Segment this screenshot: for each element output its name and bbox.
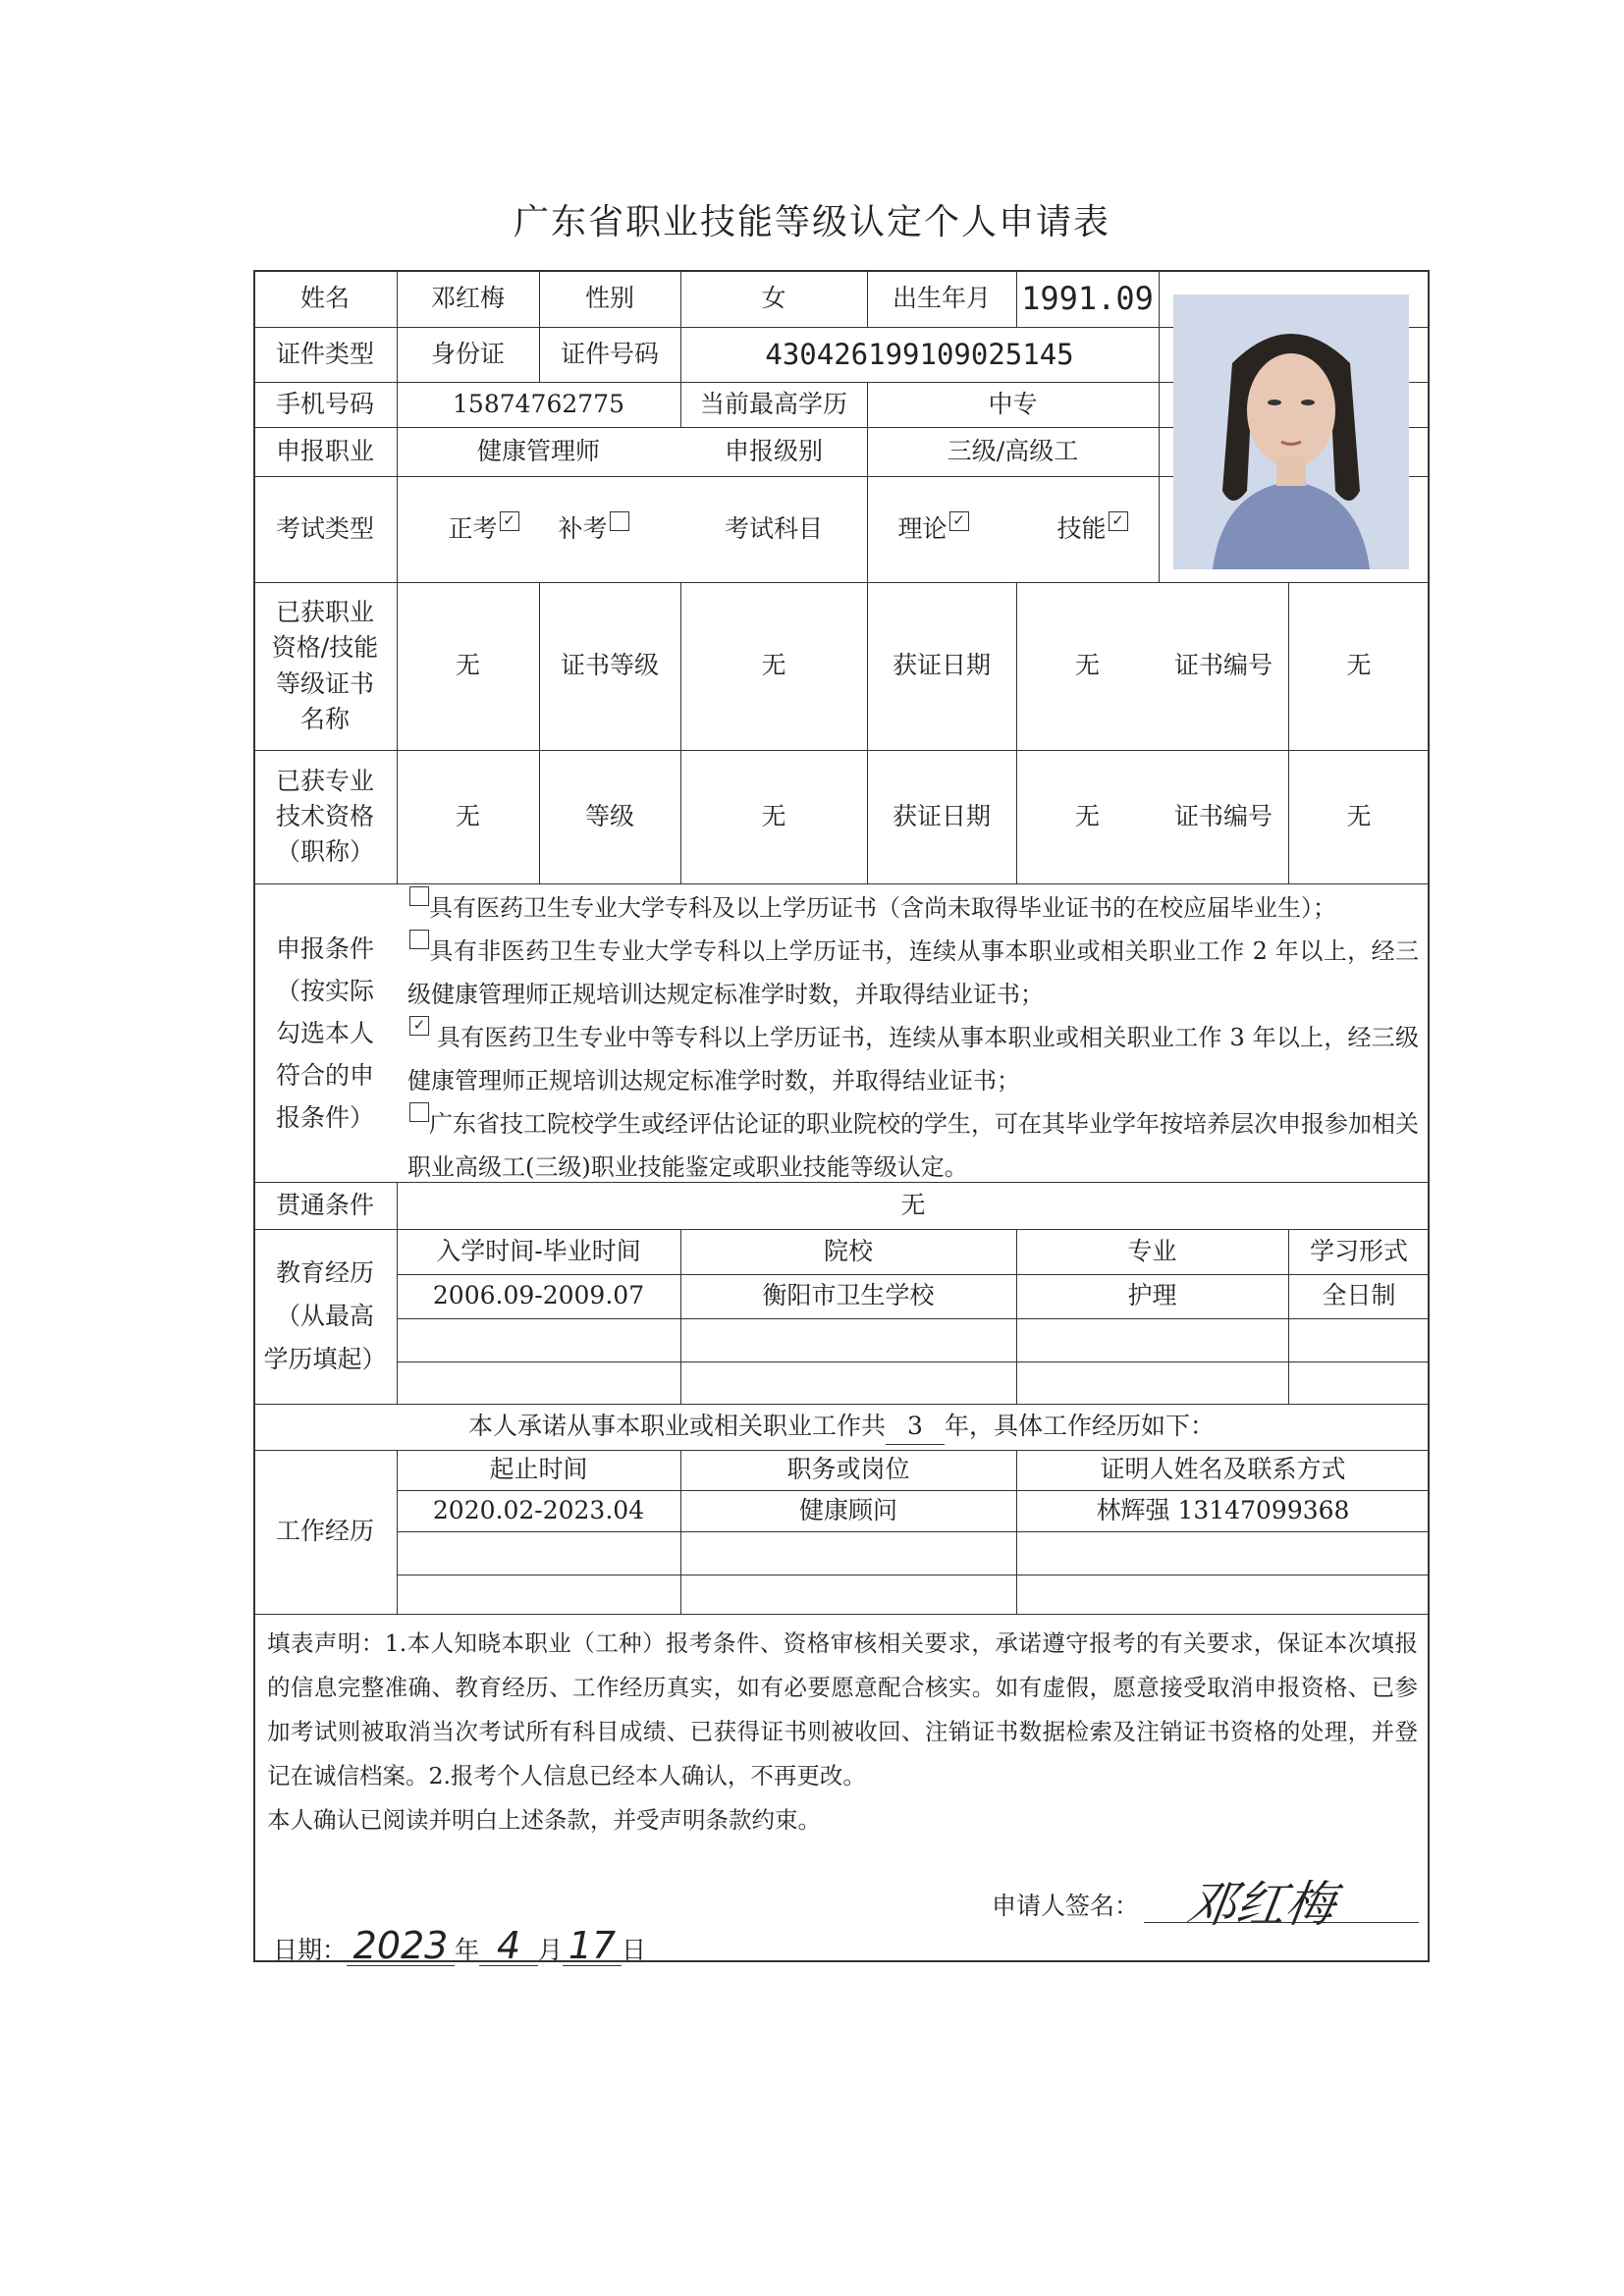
condition-item[interactable]: 广东省技工院校学生或经评估论证的职业院校的学生，可在其毕业学年按培养层次申报参加相关职业高级工(三级)职业技能鉴定或职业技能等级认定。	[407, 1102, 1419, 1189]
birth-value[interactable]: 1991.09	[1021, 279, 1154, 317]
edu-value[interactable]: 中专	[988, 389, 1038, 418]
date-day[interactable]: 17	[563, 1926, 622, 1966]
job-value[interactable]: 健康管理师	[476, 436, 600, 465]
exam-subject-label: 考试科目	[724, 513, 823, 543]
theory-option[interactable]: 理论 ✓	[897, 511, 968, 547]
date-line: 日期： 2023 年 4 月 17 日	[273, 1924, 647, 1967]
phone-label: 手机号码	[275, 389, 374, 418]
exam-type-label: 考试类型	[275, 513, 374, 543]
date-year[interactable]: 2023	[347, 1926, 455, 1966]
checkbox-checked-icon[interactable]: ✓	[1109, 511, 1128, 531]
professional-no-value[interactable]: 无	[1346, 801, 1372, 830]
edu-header-period: 入学时间-毕业时间	[436, 1236, 641, 1265]
professional-grade-value[interactable]: 无	[761, 801, 786, 830]
signature-line	[1144, 1922, 1419, 1923]
declaration-confirm: 本人确认已阅读并明白上述条款，并受声明条款约束。	[267, 1806, 821, 1834]
qualification-no-value[interactable]: 无	[1346, 651, 1372, 680]
professional-date-value[interactable]: 无	[1074, 801, 1100, 830]
signature[interactable]: 邓红梅	[1183, 1876, 1339, 1933]
checkbox-checked-icon[interactable]: ✓	[949, 511, 969, 531]
birth-label: 出生年月	[892, 283, 991, 312]
condition-item[interactable]: 具有非医药卫生专业大学专科以上学历证书，连续从事本职业或相关职业工作 2 年以上，经三级健康管理师正规培训达规定标准学时数，并取得结业证书；	[407, 930, 1419, 1016]
conditions-label: 申报条件 （按实际 勾选本人 符合的申 报条件）	[275, 934, 374, 1132]
work-header-reference: 证明人姓名及联系方式	[1100, 1455, 1346, 1484]
qualification-grade-value[interactable]: 无	[761, 651, 786, 680]
edu-header-major: 专业	[1127, 1236, 1177, 1265]
conditions-list	[407, 886, 1419, 1189]
edu-period-value[interactable]: 2006.09-2009.07	[432, 1281, 645, 1310]
qualification-no-label: 证书编号	[1173, 651, 1272, 680]
declaration-text: 填表声明：1.本人知晓本职业（工种）报考条件、资格审核相关要求，承诺遵守报考的有关要求，保证本次填报的信息完整准确、教育经历、工作经历真实，如有必要愿意配合核实。如有虚假，愿意接受取消申报资格、已参加考试则被取消当次考试所有科目成绩、已获得证书则被收回、注销证书数据检索及注销证书资格的处理，并登记在诚信档案。2.报考个人信息已经本人确认，不再更改。	[267, 1629, 1418, 1789]
exam-regular-option[interactable]: 正考 ✓	[448, 511, 518, 547]
qualification-label: 已获职业 资格/技能 等级证书 名称	[271, 598, 379, 733]
professional-label: 已获专业 技术资格 （职称）	[275, 766, 374, 867]
education-label: 教育经历 （从最高 学历填起）	[263, 1258, 387, 1373]
qualification-grade-label: 证书等级	[560, 651, 659, 680]
job-label: 申报职业	[275, 436, 374, 465]
id-no-value[interactable]: 430426199109025145	[765, 337, 1074, 371]
pledge-years[interactable]: 3	[886, 1409, 945, 1445]
exam-makeup-option[interactable]: 补考	[559, 511, 629, 547]
work-period-value[interactable]: 2020.02-2023.04	[432, 1495, 645, 1524]
edu-header-mode: 学习形式	[1309, 1236, 1408, 1265]
sign-label: 申请人签名：	[992, 1892, 1140, 1920]
work-position-value[interactable]: 健康顾问	[798, 1495, 897, 1524]
through-label: 贯通条件	[275, 1190, 374, 1219]
checkbox-checked-icon[interactable]: ✓	[500, 511, 519, 531]
checkbox-empty-icon[interactable]	[409, 1102, 429, 1122]
gender-label: 性别	[584, 283, 634, 312]
id-no-label: 证件号码	[560, 339, 659, 368]
level-label: 申报级别	[724, 436, 823, 465]
professional-date-label: 获证日期	[892, 801, 991, 830]
applicant-photo	[1173, 294, 1409, 569]
level-value[interactable]: 三级/高级工	[947, 436, 1079, 465]
work-header-period: 起止时间	[489, 1455, 588, 1484]
pledge-line: 本人承诺从事本职业或相关职业工作共 3 年，具体工作经历如下：	[253, 1404, 1430, 1450]
edu-school-value[interactable]: 衡阳市卫生学校	[762, 1281, 935, 1310]
edu-mode-value[interactable]: 全日制	[1322, 1281, 1396, 1310]
condition-item[interactable]: ✓ 具有医药卫生专业中等专科以上学历证书，连续从事本职业或相关职业工作 3 年以上，经三级健康管理师正规培训达规定标准学时数，并取得结业证书；	[407, 1016, 1419, 1095]
skill-option[interactable]: 技能 ✓	[1057, 511, 1128, 547]
qualification-name-value[interactable]: 无	[455, 651, 480, 680]
work-reference-value[interactable]: 林辉强 13147099368	[1096, 1495, 1350, 1524]
date-month[interactable]: 4	[479, 1926, 538, 1966]
qualification-date-label: 获证日期	[892, 651, 991, 680]
exam-type-options	[397, 476, 680, 582]
checkbox-empty-icon[interactable]	[409, 886, 429, 906]
qualification-date-value[interactable]: 无	[1074, 651, 1100, 680]
checkbox-checked-icon[interactable]: ✓	[409, 1016, 429, 1036]
edu-label: 当前最高学历	[699, 389, 847, 418]
portrait-image	[1173, 294, 1409, 569]
exam-subject-options	[867, 476, 1159, 582]
form-title: 广东省职业技能等级认定个人申请表	[513, 202, 1110, 242]
work-label: 工作经历	[275, 1517, 374, 1546]
condition-item[interactable]: 具有医药卫生专业大学专科及以上学历证书（含尚未取得毕业证书的在校应届毕业生）；	[407, 886, 1419, 930]
edu-header-school: 院校	[823, 1236, 873, 1265]
gender-value[interactable]: 女	[761, 283, 786, 312]
name-label: 姓名	[299, 283, 350, 312]
id-type-label: 证件类型	[275, 339, 374, 368]
phone-value[interactable]: 15874762775	[453, 389, 624, 418]
declaration	[267, 1622, 1418, 1842]
edu-major-value[interactable]: 护理	[1127, 1281, 1177, 1310]
checkbox-empty-icon[interactable]	[409, 930, 429, 949]
professional-grade-label: 等级	[584, 801, 634, 830]
id-type-value[interactable]: 身份证	[430, 339, 505, 368]
through-value[interactable]: 无	[900, 1190, 926, 1219]
professional-no-label: 证书编号	[1173, 801, 1272, 830]
name-value[interactable]: 邓红梅	[430, 283, 505, 312]
work-header-position: 职务或岗位	[786, 1455, 910, 1484]
checkbox-empty-icon[interactable]	[610, 511, 629, 531]
professional-name-value[interactable]: 无	[455, 801, 480, 830]
